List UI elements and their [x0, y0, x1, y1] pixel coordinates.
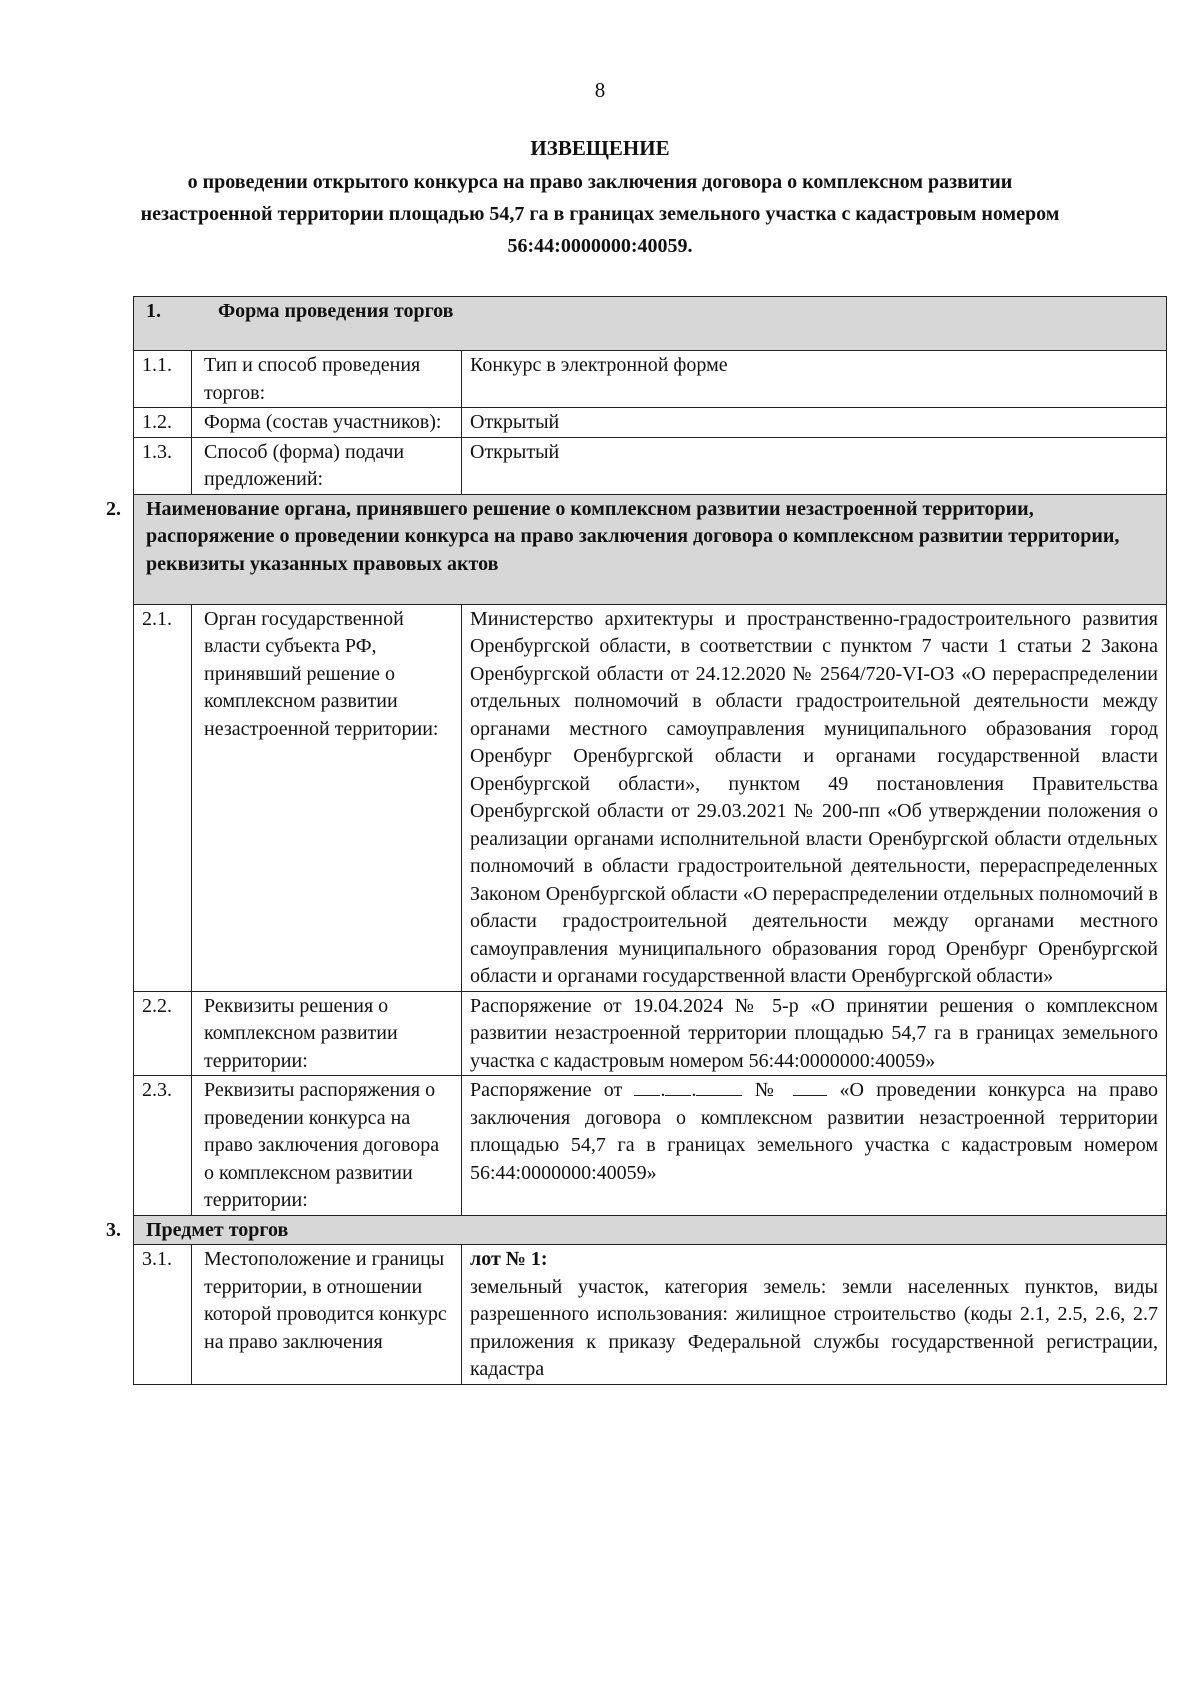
row-label: Тип и способ проведения торгов:: [192, 351, 462, 408]
row-value: Министерство архитектуры и пространственно-градостроительного развития Оренбургской области, в соответствии с пунктом 7 части 1 статьи 2 Закона Оренбургской области от 24.12.2020 № 2564/720-VI-ОЗ «О перераспределении отдельных полномочий в области градостроительной деятельности между органами местного самоуправления муниципального образования город Оренбург Оренбургской области и органами государственной власти Оренбургской области», пунктом 49 постановления Правительства Оренбургской области от 29.03.2021 № 200-пп «Об утверждении положения о реализации органами исполнительной власти Оренбургской области отдельных полномочий в области градостроительной деятельности, перераспределенных Законом Оренбургской области «О перераспределении отдельных полномочий в области градостроительной деятельности между органами местного самоуправления муниципального образования город Оренбург Оренбургской области и органами государственной власти Оренбургской области»: [462, 604, 1167, 991]
row-number: 1.3.: [134, 437, 192, 494]
section-header-3: [134, 1215, 1167, 1245]
row-label: Способ (форма) подачи предложений:: [192, 437, 462, 494]
row-number: 2.2.: [134, 991, 192, 1076]
notice-subheading: о проведении открытого конкурса на право заключения договора о комплексном развитии незастроенной территории площадью 54,7 га в границах земельного участка с кадастровым номером 56:44:0000000:40059.: [140, 171, 1060, 257]
row-value: [462, 1076, 1167, 1216]
section-title: Предмет торгов: [146, 1218, 289, 1241]
blank-month: [665, 1077, 691, 1096]
row-number: 2.1.: [134, 604, 192, 991]
blank-dot: .: [691, 1079, 697, 1101]
value-text: земельный участок, категория земель: земли населенных пунктов, виды разрешенного использования: жилищное строительство (коды 2.1, 2.5, 2.6, 2.7 приложения к приказу Федеральной службы государственной регистрации, кадастра: [470, 1275, 1158, 1380]
section-number: 1.: [146, 300, 161, 322]
table-row: [134, 351, 1167, 408]
notice-table: [106, 296, 1167, 1385]
section-title: Форма проведения торгов: [218, 300, 454, 322]
blank-number: [793, 1077, 827, 1096]
row-label: Реквизиты распоряжения о проведении конкурса на право заключения договора о комплексном развитии территории:: [192, 1076, 462, 1216]
section-number: 2.: [106, 497, 121, 520]
table-row: [134, 408, 1167, 438]
lot-label: лот № 1:: [470, 1248, 548, 1270]
row-value: Открытый: [462, 437, 1167, 494]
row-label: Орган государственной власти субъекта РФ, принявший решение о комплексном развитии незастроенной территории:: [192, 604, 462, 991]
blank-dot: .: [660, 1079, 666, 1101]
section-header-2: [134, 494, 1167, 604]
row-label: Форма (состав участников):: [192, 408, 462, 438]
value-prefix: Распоряжение от: [470, 1079, 623, 1101]
page-number: 8: [594, 78, 606, 102]
blank-day: [634, 1077, 660, 1096]
row-label: Местоположение и границы территории, в отношении которой проводится конкурс на право заключения: [192, 1245, 462, 1385]
table-row: [134, 991, 1167, 1076]
row-number: 2.3.: [134, 1076, 192, 1216]
table-row: [134, 1245, 1167, 1385]
row-value: Открытый: [462, 408, 1167, 438]
table-row: [134, 1076, 1167, 1216]
table-row: [134, 604, 1167, 991]
row-value: Конкурс в электронной форме: [462, 351, 1167, 408]
notice-heading: ИЗВЕЩЕНИЕ: [530, 136, 670, 160]
row-number: 1.2.: [134, 408, 192, 438]
section-header-1: [134, 297, 1167, 351]
table-row: [134, 437, 1167, 494]
section-title: Наименование органа, принявшего решение о комплексном развитии незастроенной территории, распоряжение о проведении конкурса на право заключения договора о комплексном развитии территории, реквизиты указанных правовых актов: [146, 497, 1120, 575]
section-number: 3.: [106, 1218, 121, 1241]
blank-year: [696, 1077, 742, 1096]
row-number: 1.1.: [134, 351, 192, 408]
row-label: Реквизиты решения о комплексном развитии территории:: [192, 991, 462, 1076]
value-text: «О проведении конкурса на право заключения договора о комплексном развитии незастроенной территории площадью 54,7 га в границах земельного участка с кадастровым номером 56:44:0000000:40059»: [470, 1079, 1159, 1184]
row-number: 3.1.: [134, 1245, 192, 1385]
row-value: [462, 1245, 1167, 1385]
number-sign: №: [754, 1079, 782, 1101]
row-value: Распоряжение от 19.04.2024 № 5-р «О принятии решения о комплексном развитии незастроенной территории площадью 54,7 га в границах земельного участка с кадастровым номером 56:44:0000000:40059»: [462, 991, 1167, 1076]
